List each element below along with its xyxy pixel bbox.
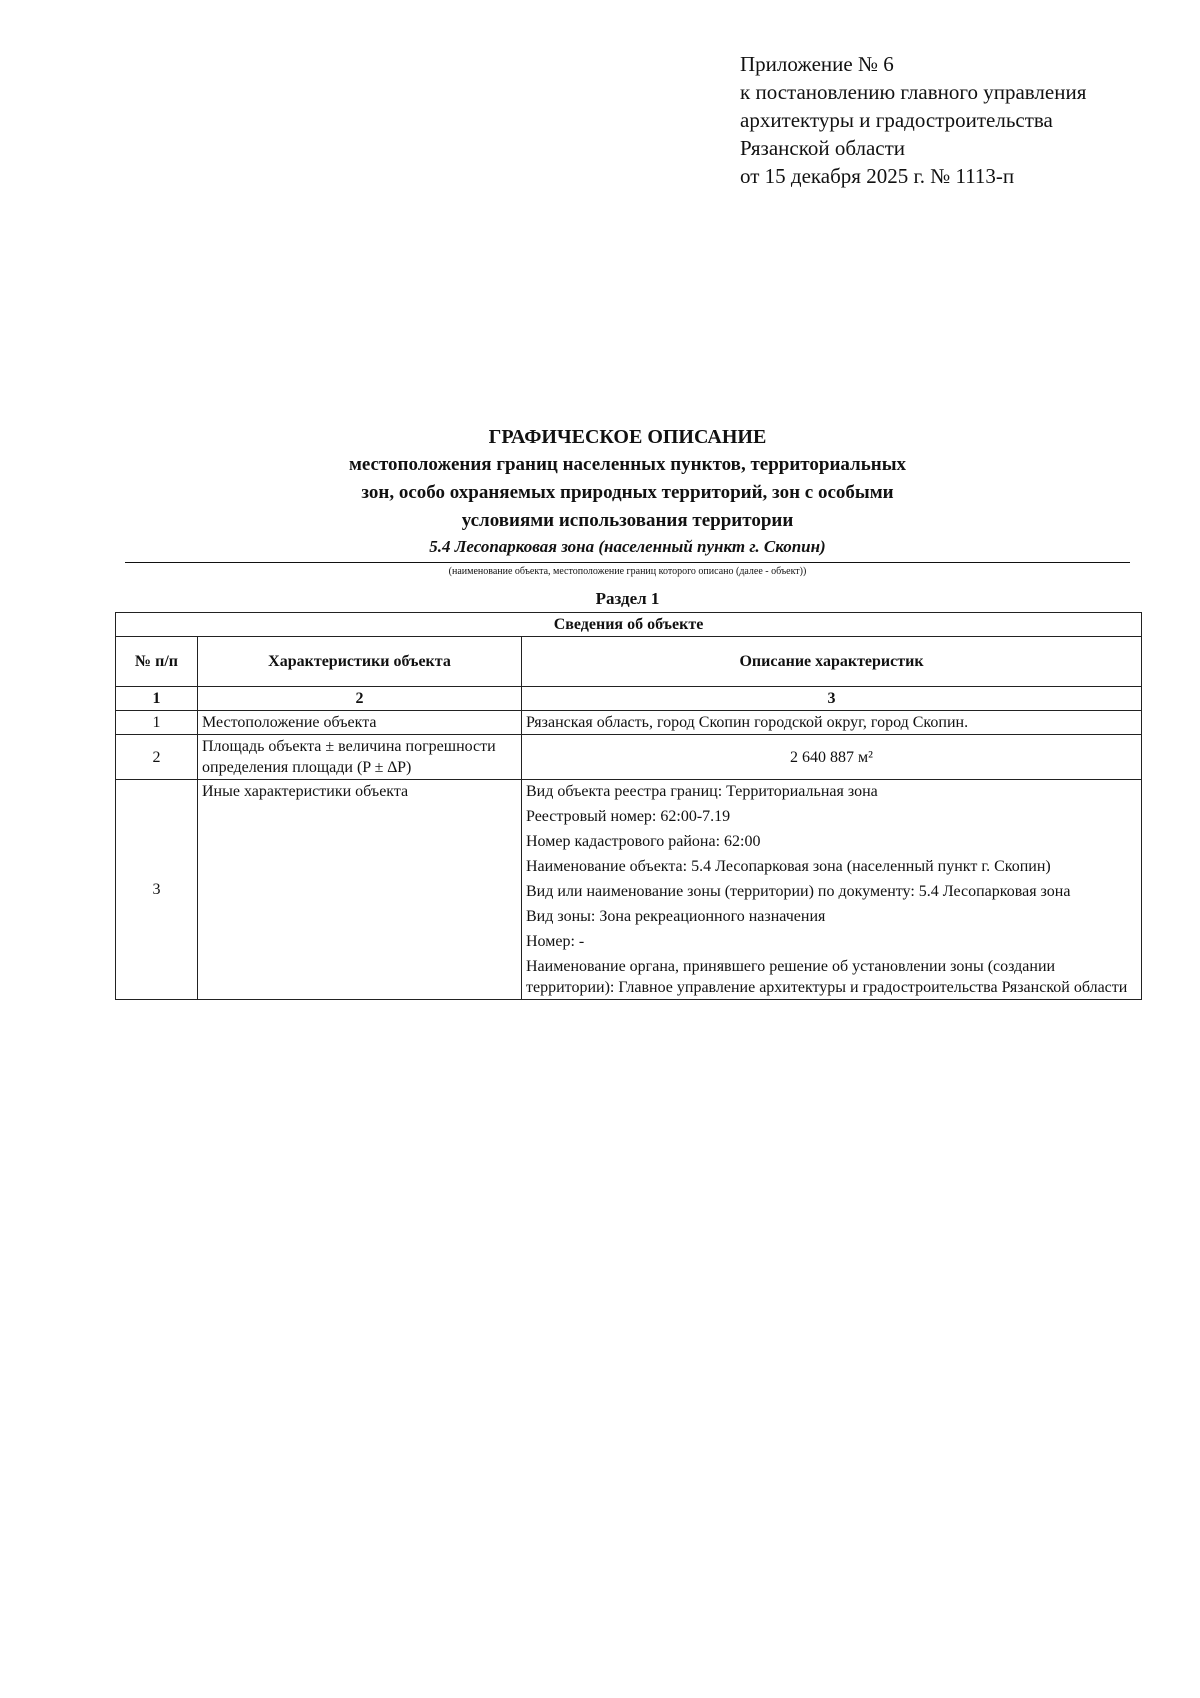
object-caption: (наименование объекта, местоположение границ которого описано (далее - объект))	[448, 566, 807, 577]
header-description: Описание характеристик	[522, 637, 1142, 687]
appendix-header	[740, 50, 1086, 190]
header-num: № п/п	[116, 637, 198, 687]
table-title: Сведения об объекте	[116, 613, 1142, 637]
appendix-date: от 15 декабря 2025 г. № 1113-п	[740, 164, 1015, 188]
section-title: Раздел 1	[595, 589, 660, 608]
appendix-line: Рязанской области	[740, 136, 906, 160]
object-info-table	[115, 612, 1142, 1000]
document-title-block	[125, 424, 1130, 579]
document-subtitle-line: зон, особо охраняемых природных территорий, зон с особыми	[361, 482, 894, 503]
column-number: 1	[116, 687, 198, 711]
document-subtitle-line: местоположения границ населенных пунктов, территориальных	[348, 454, 907, 475]
row-description: 2 640 887 м²	[522, 735, 1142, 780]
description-line: Наименование органа, принявшего решение об установлении зоны (создании территории): Главное управление архитектуры и градостроительства Рязанской области	[526, 958, 1128, 996]
appendix-line: к постановлению главного управления	[740, 80, 1087, 104]
row-characteristic: Иные характеристики объекта	[198, 780, 522, 1000]
table-row	[116, 711, 1142, 735]
row-description: Рязанская область, город Скопин городской округ, город Скопин.	[522, 711, 1142, 735]
description-line: Наименование объекта: 5.4 Лесопарковая зона (населенный пункт г. Скопин)	[526, 858, 1051, 875]
table-header-row	[116, 637, 1142, 687]
table-title-row	[116, 613, 1142, 637]
description-line: Номер кадастрового района: 62:00	[526, 833, 761, 850]
row-num: 3	[116, 780, 198, 1000]
document-subtitle-line: условиями использования территории	[461, 510, 794, 531]
column-numbers-row	[116, 687, 1142, 711]
object-name: 5.4 Лесопарковая зона (населенный пункт г. Скопин)	[429, 537, 826, 556]
header-characteristics: Характеристики объекта	[198, 637, 522, 687]
row-characteristic: Местоположение объекта	[198, 711, 522, 735]
description-line: Вид объекта реестра границ: Территориальная зона	[526, 783, 878, 800]
description-line: Вид зоны: Зона рекреационного назначения	[526, 908, 826, 925]
description-line: Номер: -	[526, 933, 585, 950]
row-num: 1	[116, 711, 198, 735]
object-underline	[125, 562, 1130, 563]
appendix-line: архитектуры и градостроительства	[740, 108, 1053, 132]
table-row	[116, 780, 1142, 1000]
description-line: Реестровый номер: 62:00-7.19	[526, 808, 731, 825]
row-description-list	[522, 780, 1142, 1000]
appendix-number: Приложение № 6	[740, 52, 894, 76]
document-title: ГРАФИЧЕСКОЕ ОПИСАНИЕ	[488, 426, 767, 448]
row-num: 2	[116, 735, 198, 780]
table-row	[116, 735, 1142, 780]
description-line: Вид или наименование зоны (территории) по документу: 5.4 Лесопарковая зона	[526, 883, 1071, 900]
row-characteristic: Площадь объекта ± величина погрешности определения площади (P ± ∆P)	[198, 735, 522, 780]
column-number: 3	[522, 687, 1142, 711]
column-number: 2	[198, 687, 522, 711]
